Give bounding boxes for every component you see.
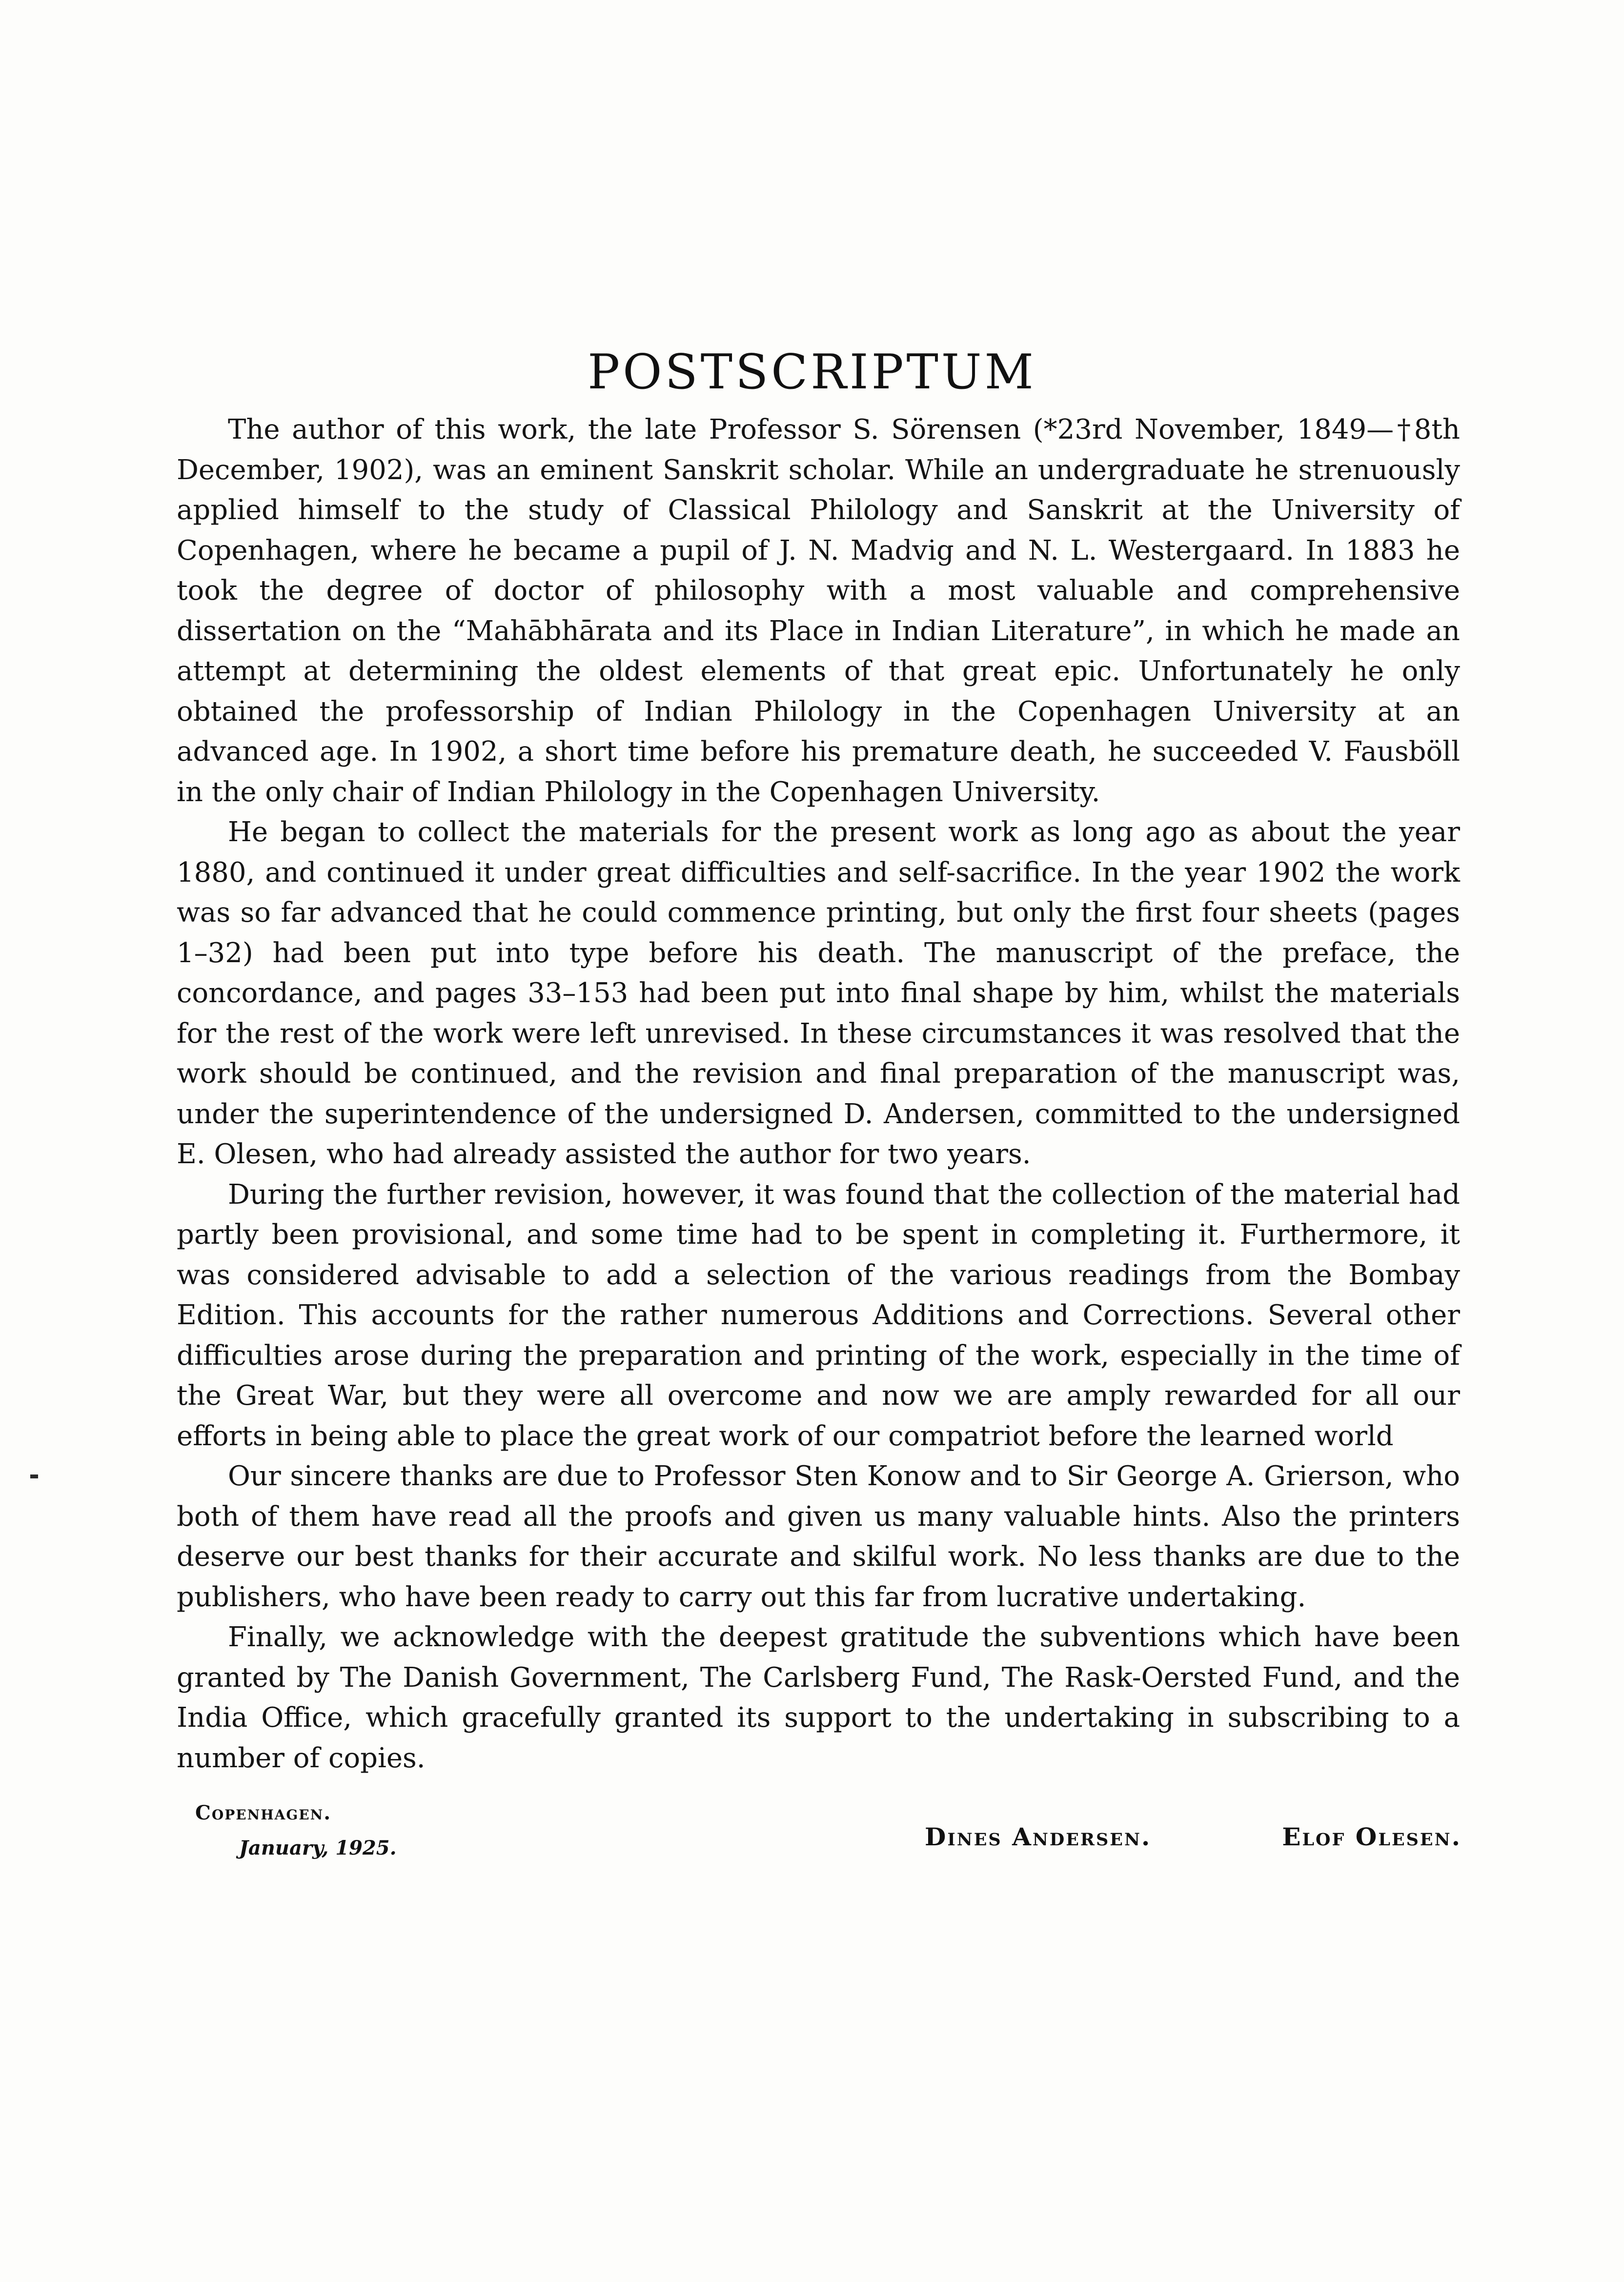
paragraph-subventions: Finally, we acknowledge with the deepest gratitude the subventions which have been granted by The Danish Government, The Carlsberg Fund, The Rask-Oersted Fund, and the India Office, which gracefully granted its support to the undertaking in subscribing to a number of copies. <box>177 1621 1460 1774</box>
paragraph-acknowledgements: Our sincere thanks are due to Professor Sten Konow and to Sir George A. Grierson, who both of them have read all the proofs and given us many valuable hints. Also the printers deserve our best thanks for their accurate and skilful work. No less thanks are due to the publishers, who have been ready to carry out this far from lucrative undertaking. <box>177 1460 1460 1613</box>
paragraph-author-biography: The author of this work, the late Professor S. Sörensen (*23rd November, 1849—†8th December, 1902), was an eminent Sanskrit scholar. While an undergraduate he strenuously applied himself to the study of Classical Philology and Sanskrit at the University of Copenhagen, where he became a pupil of J. N. Madvig and N. L. Westergaard. In 1883 he took the degree of doctor of philosophy with a most valuable and comprehensive dissertation on the “Mahābhārata and its Place in Indian Literature”, in which he made an attempt at determining the oldest elements of that great epic. Unfortunately he only obtained the professorship of Indian Philology in the Copenhagen University at an advanced age. In 1902, a short time before his premature death, he succeeded V. Fausböll in the only chair of Indian Philology in the Copenhagen University. <box>177 414 1460 808</box>
page-title: POSTSCRIPTUM <box>588 344 1036 400</box>
date-line: January, 1925. <box>239 1837 397 1859</box>
place-line: Copenhagen. <box>195 1801 332 1824</box>
scan-mark <box>30 1474 38 1478</box>
place-and-date <box>195 1796 397 1866</box>
paragraph-revision: During the further revision, however, it was found that the collection of the material had partly been provisional, and some time had to be spent in completing it. Furthermore, it was considered advisable to add a selection of the various readings from the Bombay Edition. This accounts for the rather numerous Additions and Corrections. Several other difficulties arose during the preparation and printing of the work, especially in the time of the Great War, but they were all overcome and now we are amply rewarded for all our efforts in being able to place the great work of our compatriot before the learned world <box>177 1178 1460 1452</box>
signature-elof-olesen: Elof Olesen. <box>1282 1822 1462 1851</box>
signature-dines-andersen: Dines Andersen. <box>925 1822 1152 1851</box>
signatures <box>925 1822 1462 1851</box>
paragraph-work-history: He began to collect the materials for the present work as long ago as about the year 1880, and continued it under great difficulties and self-sacrifice. In the year 1902 the work was so far advanced that he could commence printing, but only the first four sheets (pages 1–32) had been put into type before his death. The manuscript of the preface, the concordance, and pages 33–153 had been put into final shape by him, whilst the materials for the rest of the work were left unrevised. In these circumstances it was resolved that the work should be continued, and the revision and final preparation of the manuscript was, under the superintendence of the undersigned D. Andersen, committed to the undersigned E. Olesen, who had already assisted the author for two years. <box>177 816 1460 1170</box>
postscript-body <box>177 410 1460 1778</box>
